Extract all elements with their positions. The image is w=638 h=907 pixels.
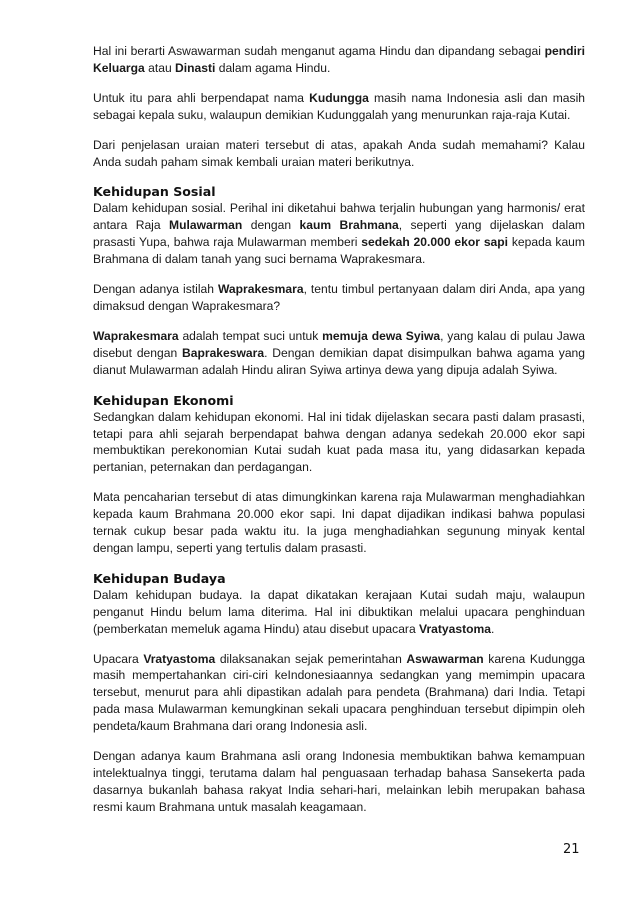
text-run: Dalam kehidupan budaya. Ia dapat dikatakan kerajaan Kutai sudah maju, walaupun penganut Hindu belum lama diterima. Hal ini dibuktikan melalui upacara penghinduan (pemberkatan memeluk agama Hindu) atau disebut upacara xyxy=(93,587,585,636)
bold-term: Dinasti xyxy=(175,60,216,75)
text-run: atau xyxy=(144,60,176,75)
text-run: Dengan adanya kaum Brahmana asli orang Indonesia membuktikan bahwa kemampuan intelektualnya tinggi, terutama dalam hal penguasaan terhadap bahasa Sansekerta pada dasarnya bukanlah bahasa rakyat India sehari-hari, melainkan lebih merupakan bahasa resmi kaum Brahmana untuk masalah keagamaan. xyxy=(93,749,585,814)
intro-paragraph-1 xyxy=(93,43,585,77)
text-run: . xyxy=(490,621,495,636)
text-run: Dalam kehidupan sosial. Perihal ini diketahui bahwa terjalin hubungan yang harmonis/ erat antara Raja xyxy=(93,201,585,233)
text-run: karena Kudungga masih mempertahankan ciri-ciri keIndonesiaannya sedangkan yang memimpin upacara tersebut, menurut para ahli dipastikan adalah para pendeta (Brahmana) dari India. Tetapi pada masa Mulawarman kemungkinan sekali upacara penghinduan tersebut dipimpin oleh pendeta/kaum Brahmana dari orang Indonesia asli. xyxy=(93,651,586,734)
text-run: Dengan adanya istilah xyxy=(93,282,218,297)
bold-term: Vratyastoma xyxy=(143,651,216,666)
text-run: , seperti yang dijelaskan dalam prasasti Yupa, bahwa raja Mulawarman memberi xyxy=(93,218,585,250)
text-run: Mata pencaharian tersebut di atas dimungkinkan karena raja Mulawarman menghadiahkan kepada kaum Brahmana 20.000 ekor sapi. Ini dapat dijadikan indikasi bahwa populasi ternak cukup besar pada waktu itu. Ia juga menghadiahkan segunung minyak kental dengan lampu, seperti yang tertulis dalam prasasti. xyxy=(93,490,585,555)
text-run: Upacara xyxy=(93,651,144,666)
budaya-paragraph-3 xyxy=(93,748,585,816)
bold-term: Kudungga xyxy=(309,90,369,105)
bold-term: pendiri Keluarga xyxy=(93,44,585,75)
bold-term: Vratyastoma xyxy=(419,621,491,636)
heading-kehidupan-sosial: Kehidupan Sosial xyxy=(93,184,216,200)
page-content xyxy=(93,43,585,829)
text-run: . Dengan demikian dapat disimpulkan bahwa agama yang dianut Mulawarman adalah Hindu aliran Syiwa artinya dewa yang dipuja adalah Syiwa. xyxy=(93,345,585,377)
bold-term: Aswawarman xyxy=(406,651,484,666)
heading-kehidupan-ekonomi: Kehidupan Ekonomi xyxy=(93,392,234,408)
bold-term: Waprakesmara xyxy=(217,282,304,297)
ekonomi-paragraph-1 xyxy=(93,409,585,477)
text-run: dilaksanakan sejak pemerintahan xyxy=(215,651,407,666)
heading-kehidupan-budaya: Kehidupan Budaya xyxy=(93,570,226,586)
bold-term: Waprakesmara xyxy=(93,328,179,343)
section-kehidupan-ekonomi xyxy=(93,392,585,557)
bold-term: memuja dewa Syiwa xyxy=(322,328,441,343)
text-run: dalam agama Hindu. xyxy=(215,60,331,75)
bold-term: Baprakeswara xyxy=(182,345,265,360)
text-run: Hal ini berarti Aswawarman sudah menganut agama Hindu dan dipandang sebagai xyxy=(93,44,545,58)
budaya-paragraph-2 xyxy=(93,651,585,736)
bold-term: Mulawarman xyxy=(169,218,243,233)
sosial-paragraph-1 xyxy=(93,200,585,268)
sosial-paragraph-3 xyxy=(93,328,585,379)
text-run: Sedangkan dalam kehidupan ekonomi. Hal ini tidak dijelaskan secara pasti dalam prasasti, tetapi para ahli sejarah berpendapat bahwa dengan adanya sedekah 20.000 ekor sapi membuktikan perekonomian Kutai sudah kuat pada masa itu, yang didasarkan kepada pertanian, peternakan dan perdagangan. xyxy=(93,409,585,475)
text-run: Untuk itu para ahli berpendapat nama xyxy=(93,90,310,105)
section-kehidupan-budaya xyxy=(93,570,585,816)
text-run: adalah tempat suci untuk xyxy=(178,328,323,343)
budaya-paragraph-1 xyxy=(93,587,585,638)
ekonomi-paragraph-2 xyxy=(93,489,585,557)
section-kehidupan-sosial xyxy=(93,183,585,378)
page-number: 21 xyxy=(563,842,580,857)
bold-term: kaum Brahmana xyxy=(299,218,399,233)
text-run: dengan xyxy=(242,218,300,233)
text-run: , tentu timbul pertanyaan dalam diri Anda, apa yang dimaksud dengan Waprakesmara? xyxy=(93,282,585,313)
intro-paragraph-2 xyxy=(93,90,585,124)
intro-paragraph-3 xyxy=(93,137,585,171)
text-run: kepada kaum Brahmana di dalam tanah yang suci bernama Waprakesmara. xyxy=(93,235,585,267)
bold-term: sedekah 20.000 ekor sapi xyxy=(361,235,509,250)
text-run: masih nama Indonesia asli dan masih sebagai kepala suku, walaupun demikian Kudunggalah yang menurunkan raja-raja Kutai. xyxy=(93,90,585,122)
text-run: , yang kalau di pulau Jawa disebut dengan xyxy=(93,328,585,360)
sosial-paragraph-2 xyxy=(93,281,585,315)
text-run: Dari penjelasan uraian materi tersebut di atas, apakah Anda sudah memahami? Kalau Anda sudah paham simak kembali uraian materi berikutnya. xyxy=(93,137,585,169)
